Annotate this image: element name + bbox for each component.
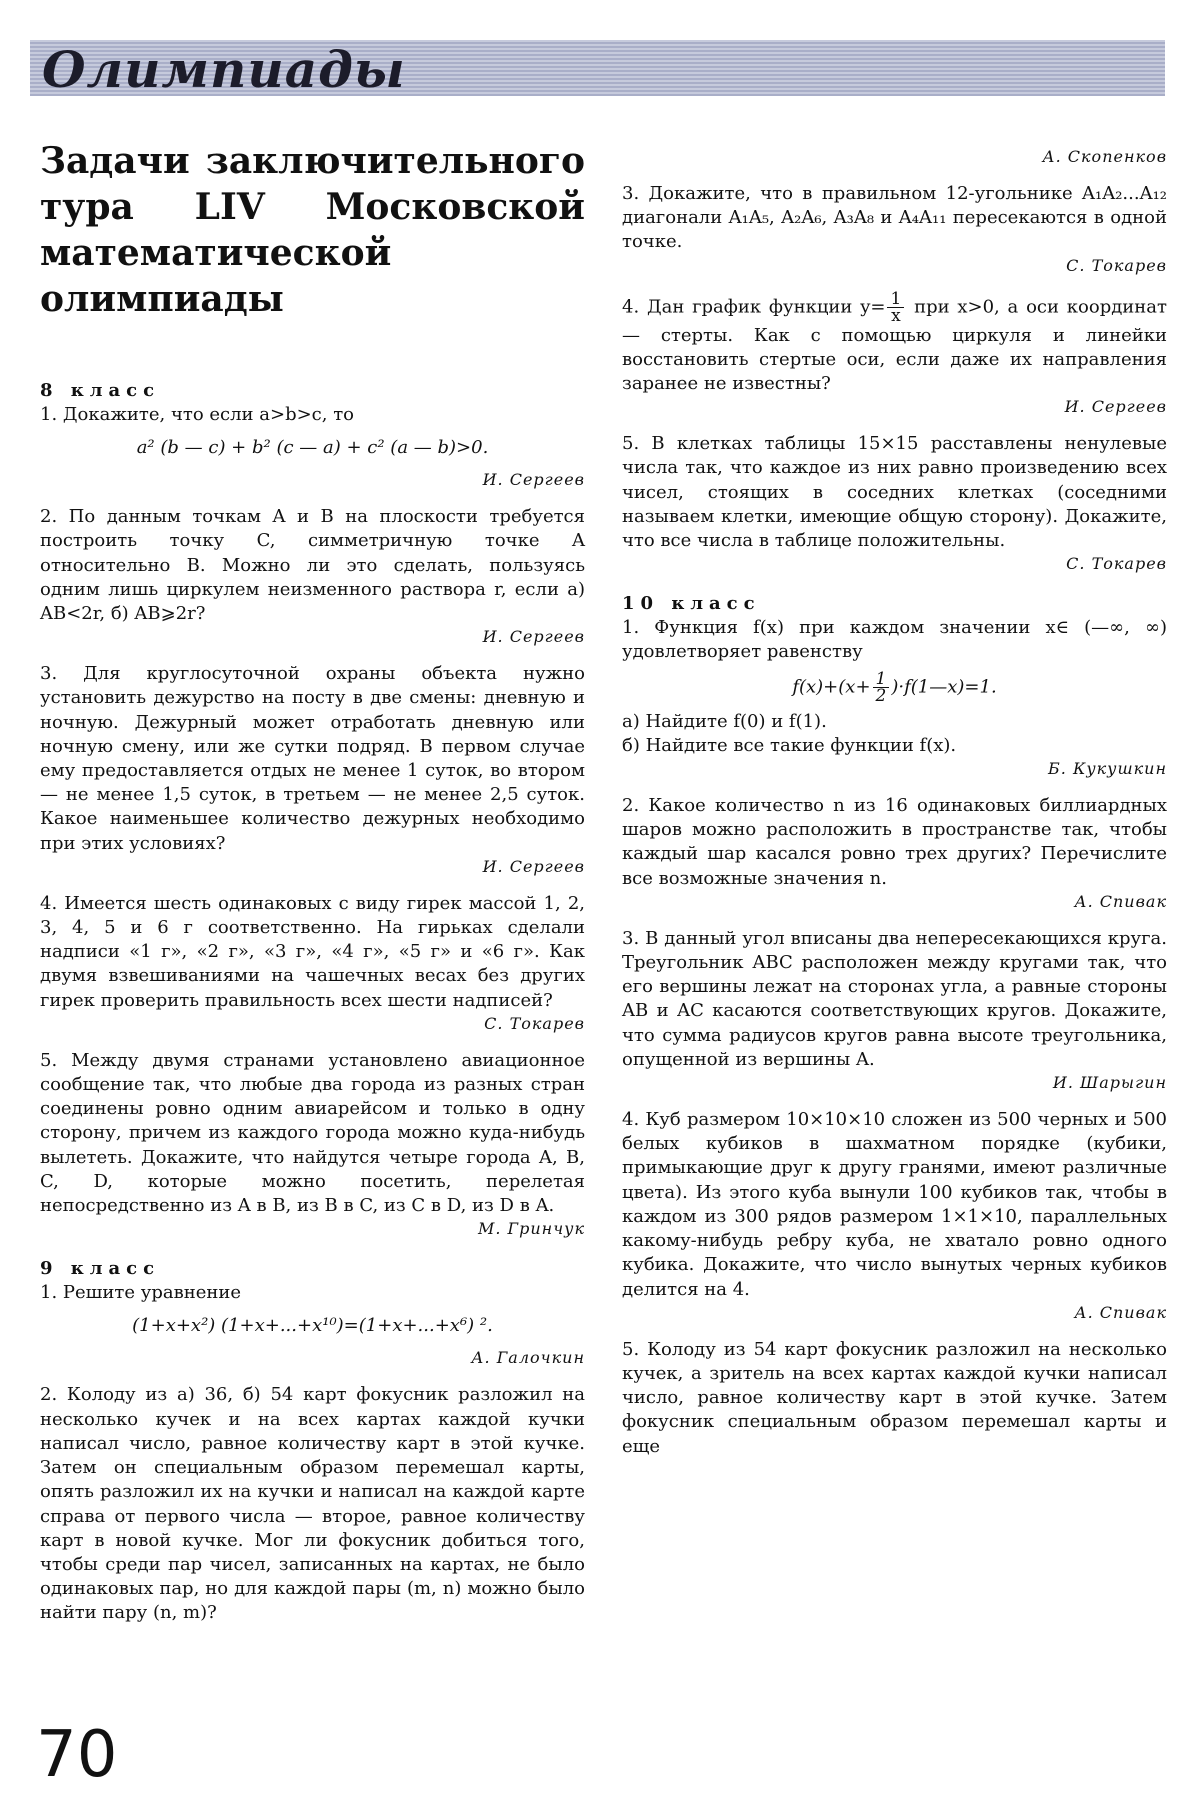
fraction-1-over-2 [873,668,890,706]
grade9-problem-2-author: А. Скопенков [1042,147,1167,166]
grade8-problem-1: 1. Докажите, что если a>b>c, то [40,404,354,425]
grade9-problem-5: 5. В клетках таблицы 15×15 расставлены ненулевые числа так, что каждое из них равно произведению всех чисел, стоящих в соседних клетках (соседними называем клетки, имеющие общую сторону). Докажите, что все числа в таблице положительны. [622,433,1167,552]
grade8-problem-2: 2. По данным точкам A и B на плоскости требуется построить точку C, симметричную точке A относительно B. Можно ли это сделать, пользуясь одним лишь циркулем неизменного раствора r, если а) AB<2r, б) AB⩾2r? [40,506,585,625]
grade-10-heading: 10 класс [622,593,761,615]
grade9-problem-4-start: 4. Дан график функции y= [622,296,886,318]
grade8-problem-4: 4. Имеется шесть одинаковых с виду гирек массой 1, 2, 3, 4, 5 и 6 г соответственно. На гирьках сделали надписи «1 г», «2 г», «3 г», «4 г», «5 г» и «6 г». Как двумя взвешиваниями на чашечных весах без других гирек проверить правильность всех шести надписей? [40,892,585,1011]
grade10-problem-2: 2. Какое количество n из 16 одинаковых биллиардных шаров можно расположить в пространстве так, чтобы каждый шар касался ровно трех других? Перечислите все возможные значения n. [622,795,1167,889]
section-header-title: Олимпиады [42,40,406,99]
fraction-denominator: x [891,305,901,326]
fraction-numerator: 1 [887,291,904,308]
grade8-problem-3: 3. Для круглосуточной охраны объекта нужно установить дежурство на посту в две смены: дневную и ночную. Дежурный может отработать дневную или ночную смену, или же сутки подряд. В первом случае ему предоставляется отдых не менее 1 суток, во втором — не менее 1,5 суток, в третьем — не менее 2,5 суток. Какое наименьшее количество дежурных необходимо при этих условиях? [40,663,585,854]
grade10-problem-4-author: А. Спивак [1074,1302,1167,1322]
grade10-problem-1-author: Б. Кукушкин [1048,759,1167,779]
fraction-denominator: 2 [875,685,887,706]
grade9-problem-2: 2. Колоду из а) 36, б) 54 карт фокусник разложил на несколько кучек и на всех картах каждой кучки написал число, равное количеству карт в этой кучке. Затем он специальным образом перемешал карты, опять разложил их на кучки и написал на каждой карте справа от первого числа — второе, равное количеству карт в новой кучке. Мог ли фокусник добиться того, чтобы среди пар чисел, записанных на картах, не было одинаковых пар, но для каждой пары (m, n) можно было найти пару (n, m)? [40,1384,585,1624]
fraction-numerator: 1 [873,671,890,688]
grade10-problem-1-formula [622,668,1167,706]
grade10-problem-1: 1. Функция f(x) при каждом значении x∈ (—∞, ∞) удовлетворяет равенству [622,617,1167,663]
grade9-problem-4-end: при x>0, а оси координат — стерты. Как с помощью циркуля и линейки восстановить стертые оси, если даже их направления заранее не известны? [622,296,1167,395]
right-column [622,146,1167,1459]
formula-right: )·f(1—x)=1. [891,676,997,698]
grade10-problem-1-part-b: б) Найдите все такие функции f(x). [622,734,957,756]
grade10-problem-4: 4. Куб размером 10×10×10 сложен из 500 черных и 500 белых кубиков в шахматном порядке (кубики, примыкающие друг к другу гранями, имеют различные цвета). Из этого куба вынули 100 кубиков так, чтобы в каждом из 300 рядов размером 1×1×10, параллельных какому-нибудь ребру куба, не хватало ровно одного кубика. Докажите, что число вынутых черных кубиков делится на 4. [622,1109,1167,1300]
left-column [40,138,585,1626]
page-number: 70 [36,1718,118,1792]
grade10-problem-2-author: А. Спивак [1074,891,1167,911]
grade10-problem-3-author: И. Шарыгин [1052,1073,1167,1093]
grade9-problem-3-author: С. Токарев [1066,255,1167,275]
formula-left: f(x)+(x+ [792,676,871,698]
grade9-problem-1-formula: (1+x+x²) (1+x+...+x¹⁰)=(1+x+...+x⁶) ². [132,1315,493,1337]
grade9-problem-1-author: А. Галочкин [471,1348,585,1368]
grade10-problem-1-part-a: а) Найдите f(0) и f(1). [622,710,827,732]
grade9-problem-4 [622,288,1167,397]
fraction-1-over-x [887,288,904,326]
grade9-problem-1: 1. Решите уравнение [40,1282,241,1304]
grade8-problem-2-author: И. Сергеев [482,627,585,647]
grade9-problem-4-author: И. Сергеев [1064,397,1167,417]
grade9-problem-5-author: С. Токарев [1066,554,1167,574]
article-title: Задачи заключительного тура LIV Московской математической олимпиады [40,140,585,320]
grade8-problem-1-author: И. Сергеев [482,470,585,490]
grade8-problem-5: 5. Между двумя странами установлено авиационное сообщение так, что любые два города из разных стран соединены ровно одним авиарейсом и только в одну сторону, причем из каждого города можно куда-нибудь вылететь. Докажите, что найдутся четыре города A, B, C, D, которые можно посетить, перелетая непосредственно из A в B, из B в C, из C в D, из D в A. [40,1049,585,1217]
grade8-problem-4-author: С. Токарев [484,1013,585,1033]
grade8-problem-1-formula: a² (b — c) + b² (c — a) + c² (a — b)>0. [136,437,489,459]
grade-9-heading: 9 класс [40,1258,161,1280]
grade8-problem-3-author: И. Сергеев [482,856,585,876]
grade-8-heading: 8 класс [40,380,161,401]
grade8-problem-5-author: М. Гринчук [477,1219,585,1239]
grade10-problem-5: 5. Колоду из 54 карт фокусник разложил на несколько кучек, а зритель на всех картах каждой кучки написал число, равное количеству карт в этой кучке. Затем фокусник специальным образом перемешал карты и еще [622,1338,1167,1457]
grade10-problem-3: 3. В данный угол вписаны два непересекающихся круга. Треугольник ABC расположен между кругами так, что его вершины лежат на сторонах угла, а равные стороны AB и AC касаются соответствующих кругов. Докажите, что сумма радиусов кругов равна высоте треугольника, опущенной из вершины A. [622,927,1167,1070]
grade9-problem-3: 3. Докажите, что в правильном 12-угольнике A₁A₂...A₁₂ диагонали A₁A₅, A₂A₆, A₃A₈ и A₄A₁₁ пересекаются в одной точке. [622,183,1167,253]
